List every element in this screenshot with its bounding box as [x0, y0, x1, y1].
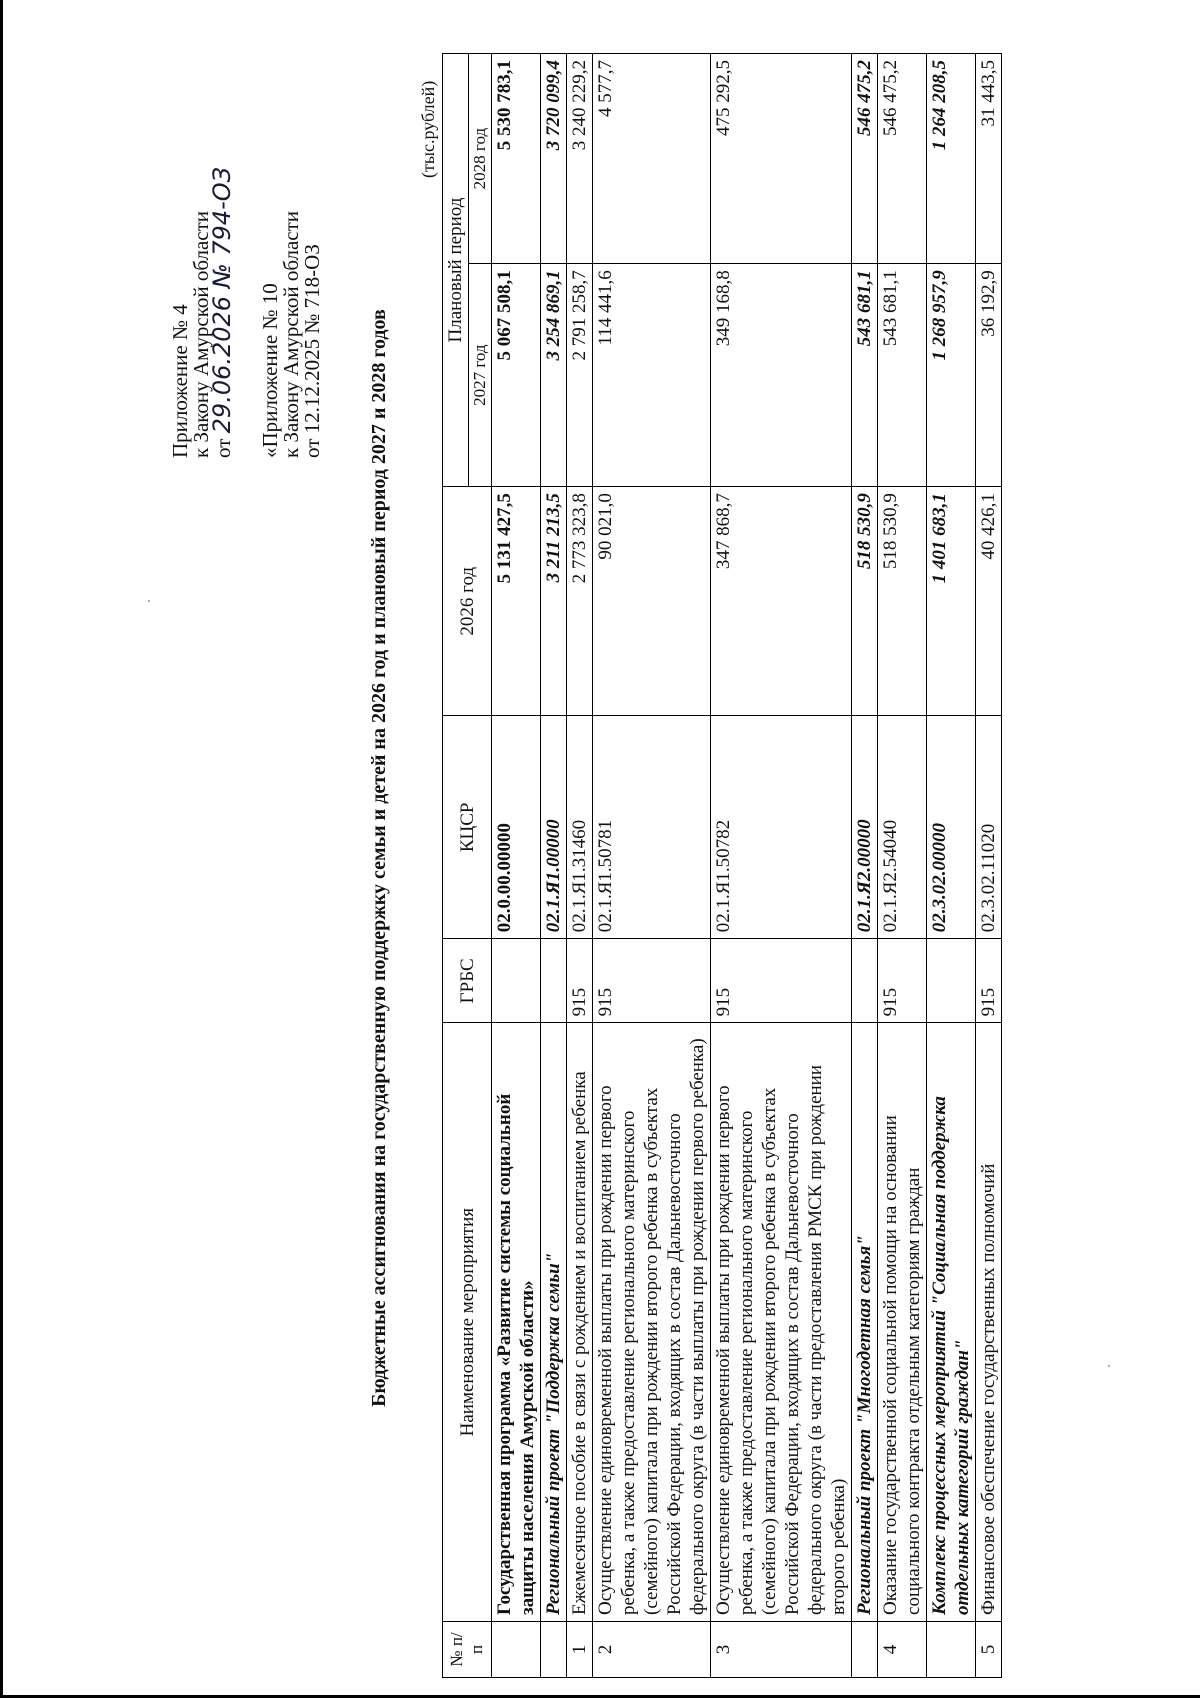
row-2027-value-cell: 3 254 869,1: [541, 264, 567, 487]
row-2028-value-cell: 546 475,2: [852, 54, 878, 264]
row-kcsr-cell: 02.1.Я2.00000: [852, 716, 878, 939]
row-name-cell: Ежемесячное пособие в связи с рождением и воспитанием ребенка: [567, 1023, 593, 1622]
row-2026-value-cell: 518 530,9: [878, 487, 927, 716]
row-grbs-cell: 915: [976, 939, 1002, 1023]
row-2026-value-cell: 90 021,0: [593, 487, 711, 716]
row-number-cell: 2: [593, 1621, 711, 1677]
document-title: Бюджетные ассигнования на государственную поддержку семьи и детей на 2026 год и плановый период 2027 и 2028 годов: [368, 309, 390, 1407]
row-2027-value-cell: 1 268 957,9: [927, 264, 976, 487]
header-plan-period: Плановый период: [443, 54, 469, 487]
appendix-date-line: [208, 166, 236, 458]
header-num: № п/п: [443, 1621, 492, 1677]
table-row: [567, 54, 593, 1678]
row-number-cell: 1: [567, 1621, 593, 1677]
table-row: [541, 54, 567, 1678]
row-number-cell: [492, 1621, 541, 1677]
row-grbs-cell: [541, 939, 567, 1023]
header-kcsr: КЦСР: [443, 716, 492, 939]
row-name-cell: Региональный проект "Поддержка семьи": [541, 1023, 567, 1622]
row-2026-value-cell: 2 773 323,8: [567, 487, 593, 716]
appendix-header: [170, 167, 323, 458]
table-row: [492, 54, 541, 1678]
table-body: [492, 54, 1002, 1678]
row-grbs-cell: 915: [567, 939, 593, 1023]
row-name-cell: Осуществление единовременной выплаты при рождении первого ребенка, а также предоставление регионального материнского (семейного) капитала при рождении второго ребенка в субъектах Российской Федерации, входящих в состав Дальневосточного федерального округа (в части выплаты при рождении первого ребенка): [593, 1023, 711, 1622]
row-2028-value-cell: 3 720 099,4: [541, 54, 567, 264]
original-appendix-number: «Приложение № 10: [258, 283, 282, 458]
header-2026: 2026 год: [443, 487, 492, 716]
row-2026-value-cell: 3 211 213,5: [541, 487, 567, 716]
row-grbs-cell: 915: [593, 939, 711, 1023]
header-2027: 2027 год: [469, 264, 492, 487]
row-number-cell: 4: [878, 1621, 927, 1677]
row-2027-value-cell: 543 681,1: [878, 264, 927, 487]
row-grbs-cell: [927, 939, 976, 1023]
row-name-cell: Осуществление единовременной выплаты при рождении первого ребенка, а также предоставление регионального материнского (семейного) капитала при рождении второго ребенка в субъектах Российской Федерации, входящих в состав Дальневосточного федерального округа (в части предоставления РМСК при рождении второго ребенка): [711, 1023, 852, 1622]
row-name-cell: Финансовое обеспечение государственных полномочий: [976, 1023, 1002, 1622]
handwritten-date-number: 29.06.2026 № 794-ОЗ: [208, 166, 236, 434]
row-name-cell: Оказание государственной социальной помощи на основании социального контракта отдельным категориям граждан: [878, 1023, 927, 1622]
table-row: [711, 54, 852, 1678]
row-grbs-cell: 915: [711, 939, 852, 1023]
header-name: Наименование мероприятия: [443, 1023, 492, 1622]
row-number-cell: [927, 1621, 976, 1677]
row-2027-value-cell: 349 168,8: [711, 264, 852, 487]
row-grbs-cell: [492, 939, 541, 1023]
row-kcsr-cell: 02.3.02.00000: [927, 716, 976, 939]
row-2026-value-cell: 1 401 683,1: [927, 487, 976, 716]
row-name-cell: Региональный проект "Многодетная семья": [852, 1023, 878, 1622]
row-2026-value-cell: 5 131 427,5: [492, 487, 541, 716]
row-name-cell: Комплекс процессных мероприятий "Социальная поддержка отдельных категорий граждан": [927, 1023, 976, 1622]
row-grbs-cell: 915: [878, 939, 927, 1023]
row-2026-value-cell: 518 530,9: [852, 487, 878, 716]
row-kcsr-cell: 02.1.Я2.54040: [878, 716, 927, 939]
row-kcsr-cell: 02.0.00.00000: [492, 716, 541, 939]
row-2028-value-cell: 31 443,5: [976, 54, 1002, 264]
row-kcsr-cell: 02.1.Я1.50782: [711, 716, 852, 939]
appendix-date-prefix: от: [211, 438, 235, 458]
row-kcsr-cell: 02.1.Я1.31460: [567, 716, 593, 939]
header-2028: 2028 год: [469, 54, 492, 264]
row-2028-value-cell: 3 240 229,2: [567, 54, 593, 264]
row-number-cell: 3: [711, 1621, 852, 1677]
row-2027-value-cell: 114 441,6: [593, 264, 711, 487]
table-row: [852, 54, 878, 1678]
row-2026-value-cell: 347 868,7: [711, 487, 852, 716]
original-appendix-date: от 12.12.2025 № 718-ОЗ: [300, 244, 324, 458]
row-kcsr-cell: 02.3.02.11020: [976, 716, 1002, 939]
row-2027-value-cell: 2 791 258,7: [567, 264, 593, 487]
row-2028-value-cell: 5 530 783,1: [492, 54, 541, 264]
table-row: [593, 54, 711, 1678]
row-name-cell: Государственная программа «Развитие системы социальной защиты населения Амурской области»: [492, 1023, 541, 1622]
table-row: [927, 54, 976, 1678]
row-2028-value-cell: 475 292,5: [711, 54, 852, 264]
row-kcsr-cell: 02.1.Я1.00000: [541, 716, 567, 939]
header-grbs: ГРБС: [443, 939, 492, 1023]
original-appendix-law-ref: к Закону Амурской области: [279, 210, 303, 458]
budget-table: [442, 53, 1002, 1678]
appendix-law-ref: к Закону Амурской области: [189, 210, 213, 458]
table-row: [976, 54, 1002, 1678]
row-2028-value-cell: 546 475,2: [878, 54, 927, 264]
row-2027-value-cell: 5 067 508,1: [492, 264, 541, 487]
row-number-cell: [541, 1621, 567, 1677]
row-2026-value-cell: 40 426,1: [976, 487, 1002, 716]
row-grbs-cell: [852, 939, 878, 1023]
appendix-number: Приложение № 4: [168, 304, 192, 458]
row-2027-value-cell: 543 681,1: [852, 264, 878, 487]
units-label: (тыс.рублей): [418, 80, 438, 178]
row-number-cell: 5: [976, 1621, 1002, 1677]
table-header-row: [443, 54, 469, 1678]
row-2028-value-cell: 4 577,7: [593, 54, 711, 264]
row-kcsr-cell: 02.1.Я1.50781: [593, 716, 711, 939]
row-2027-value-cell: 36 192,9: [976, 264, 1002, 487]
row-number-cell: [852, 1621, 878, 1677]
table-row: [878, 54, 927, 1678]
row-2028-value-cell: 1 264 208,5: [927, 54, 976, 264]
